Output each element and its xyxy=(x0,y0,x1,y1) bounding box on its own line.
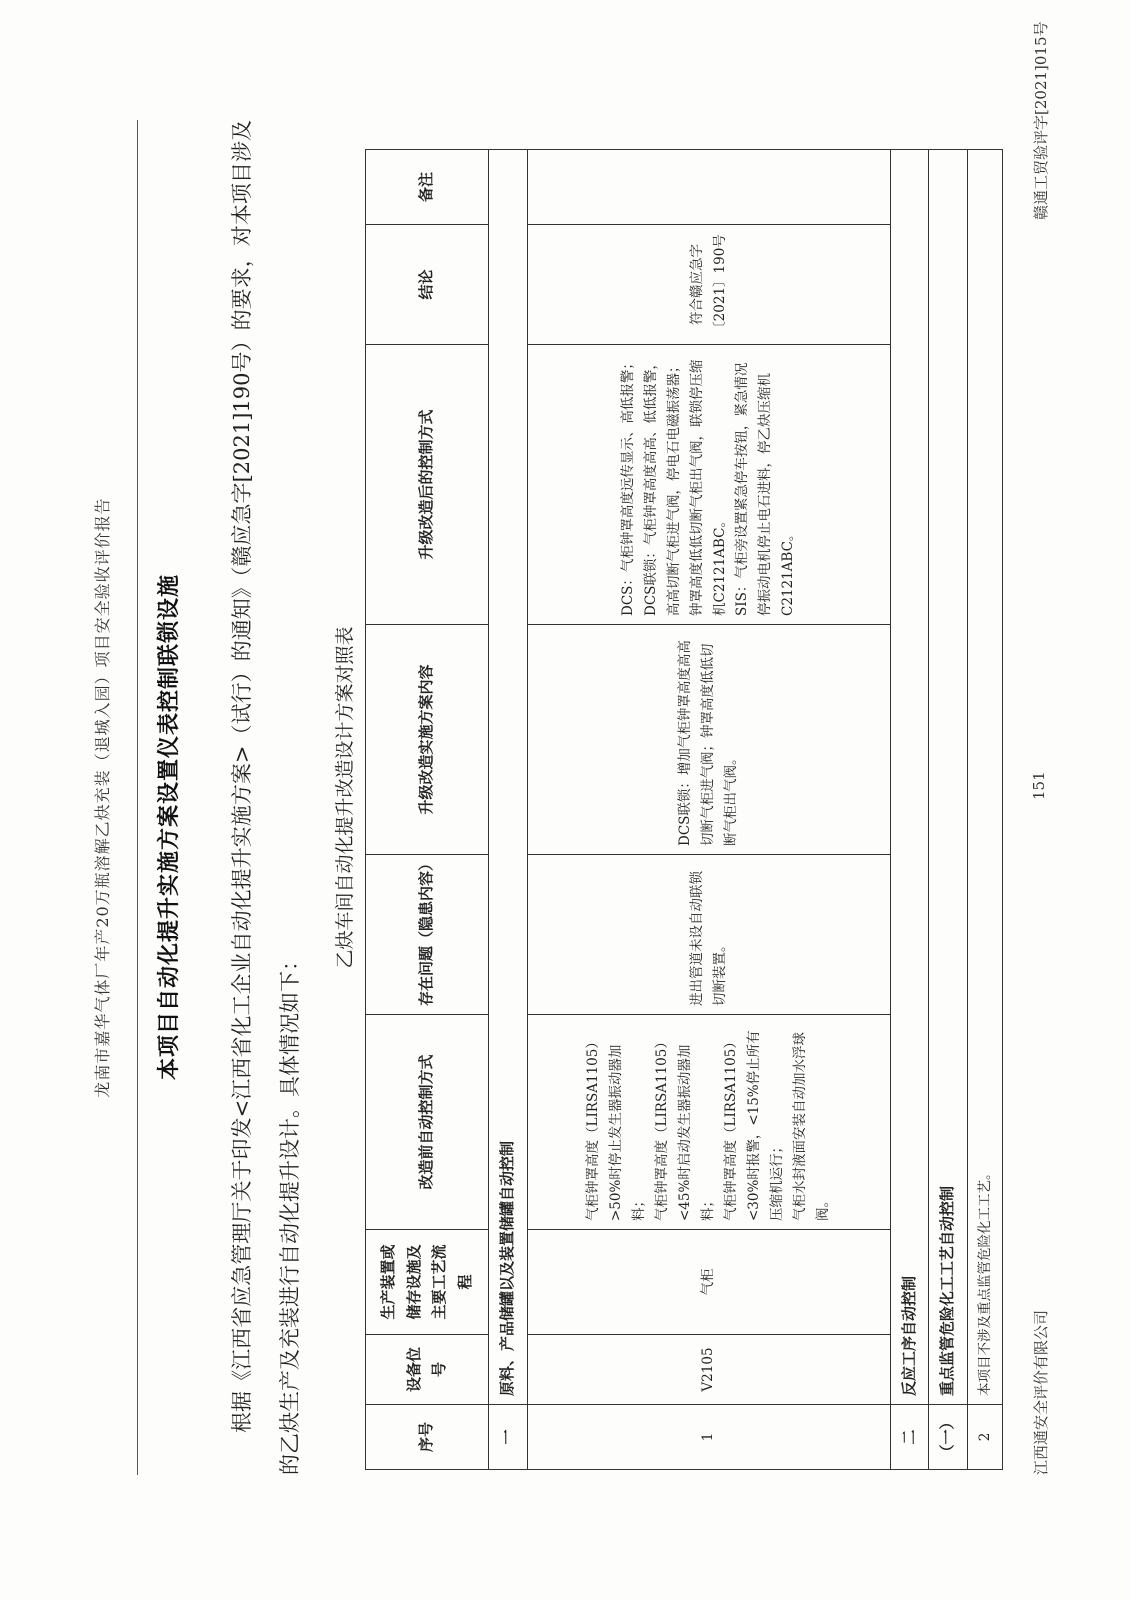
table-title: 乙炔车间自动化提升改造设计方案对照表 xyxy=(334,626,356,969)
footer-company: 江西通安全评价有限公司 xyxy=(1032,1309,1050,1475)
section-title-cell: 原料、产品储罐以及装置储罐自动控制 xyxy=(489,150,528,1405)
facility-cell: 气柜 xyxy=(527,1230,890,1335)
section-title-cell: 重点监管危险化工工艺自动控制 xyxy=(929,150,968,1405)
col-header-problem: 存在问题（隐患内容） xyxy=(366,855,489,1015)
page-number: 151 xyxy=(1030,771,1048,800)
before-line: 气柜钟罩高度（LIRSA1105）<45%时启动发生器振动器加料； xyxy=(654,1035,717,1221)
row-number: 1 xyxy=(527,1405,890,1470)
footer-report-number: 赣通工贸验评字[2021]015号 xyxy=(1032,21,1050,220)
after-line: SIS：气柜旁设置紧急停车按钮，紧急情况停振动电机停止电石进料，停乙炔压缩机C2121ABC。 xyxy=(734,362,797,616)
section-number: （一） xyxy=(929,1405,968,1470)
col-header-remark: 备注 xyxy=(366,150,489,225)
after-control-cell xyxy=(527,345,890,625)
intro-paragraph: 根据《江西省应急管理厅关于印发<江西省化工企业自动化提升实施方案>（试行）的通知》（赣应急字[2021]190号）的要求，对本项目涉及的乙炔生产及充装进行自动化提升设计。具体情况如下： xyxy=(230,120,302,1475)
col-header-conclusion: 结论 xyxy=(366,225,489,345)
after-line: DCS：气柜钟罩高度远传显示、高低报警； xyxy=(619,356,636,616)
conclusion-cell: 符合赣应急字〔2021〕190号 xyxy=(527,225,890,345)
before-control-cell xyxy=(527,1015,890,1230)
section-title: 本项目自动化提升实施方案设置仪表控制联锁设施 xyxy=(157,573,182,1080)
section-row-3 xyxy=(929,150,968,1470)
col-header-no: 序号 xyxy=(366,1405,489,1470)
equipment-tag: V2105 xyxy=(527,1335,890,1405)
before-line: 气柜水封液面安装自动加水浮球阀。 xyxy=(791,1032,831,1221)
remark-cell xyxy=(527,150,890,225)
comparison-table xyxy=(365,149,1003,1470)
table-row xyxy=(527,150,890,1470)
plan-cell: DCS联锁：增加气柜钟罩高度高高切断气柜进气阀；钟罩高度低低切断气柜出气阀。 xyxy=(527,625,890,855)
section-row-2 xyxy=(890,150,929,1470)
before-line: 气柜钟罩高度（LIRSA1105）>50%时停止发生器振动器加料； xyxy=(585,1035,648,1221)
table-row xyxy=(967,150,1003,1470)
table-header-row xyxy=(366,150,489,1470)
note-cell: 本项目不涉及重点监管危险化工工艺。 xyxy=(967,150,1003,1405)
col-header-tag: 设备位号 xyxy=(366,1335,489,1405)
header-rule xyxy=(137,120,138,1475)
running-header: 龙南市嘉华气体厂年产20万瓶溶解乙炔充装（退城入园）项目安全验收评价报告 xyxy=(93,497,112,1098)
after-line: DCS联锁：气柜钟罩高度高高、低低报警，高高切断气柜进气阀，停电石电磁振荡器；钟罩高度低低切断气柜出气阀，联锁停压缩机C2121ABC。 xyxy=(642,356,728,616)
section-number: 二 xyxy=(890,1405,929,1470)
section-number: 一 xyxy=(489,1405,528,1470)
section-row-1 xyxy=(489,150,528,1470)
col-header-facility: 生产装置或储存设施及主要工艺流程 xyxy=(366,1230,489,1335)
problem-cell: 进出管道未设自动联锁切断装置。 xyxy=(527,855,890,1015)
section-title-cell: 反应工序自动控制 xyxy=(890,150,929,1405)
row-number: 2 xyxy=(967,1405,1003,1470)
col-header-before: 改造前自动控制方式 xyxy=(366,1015,489,1230)
before-line: 气柜钟罩高度（LIRSA1105）<30%时报警，<15%停止所有压缩机运行； xyxy=(722,1030,785,1221)
col-header-plan: 升级改造实施方案内容 xyxy=(366,625,489,855)
col-header-after: 升级改造后的控制方式 xyxy=(366,345,489,625)
